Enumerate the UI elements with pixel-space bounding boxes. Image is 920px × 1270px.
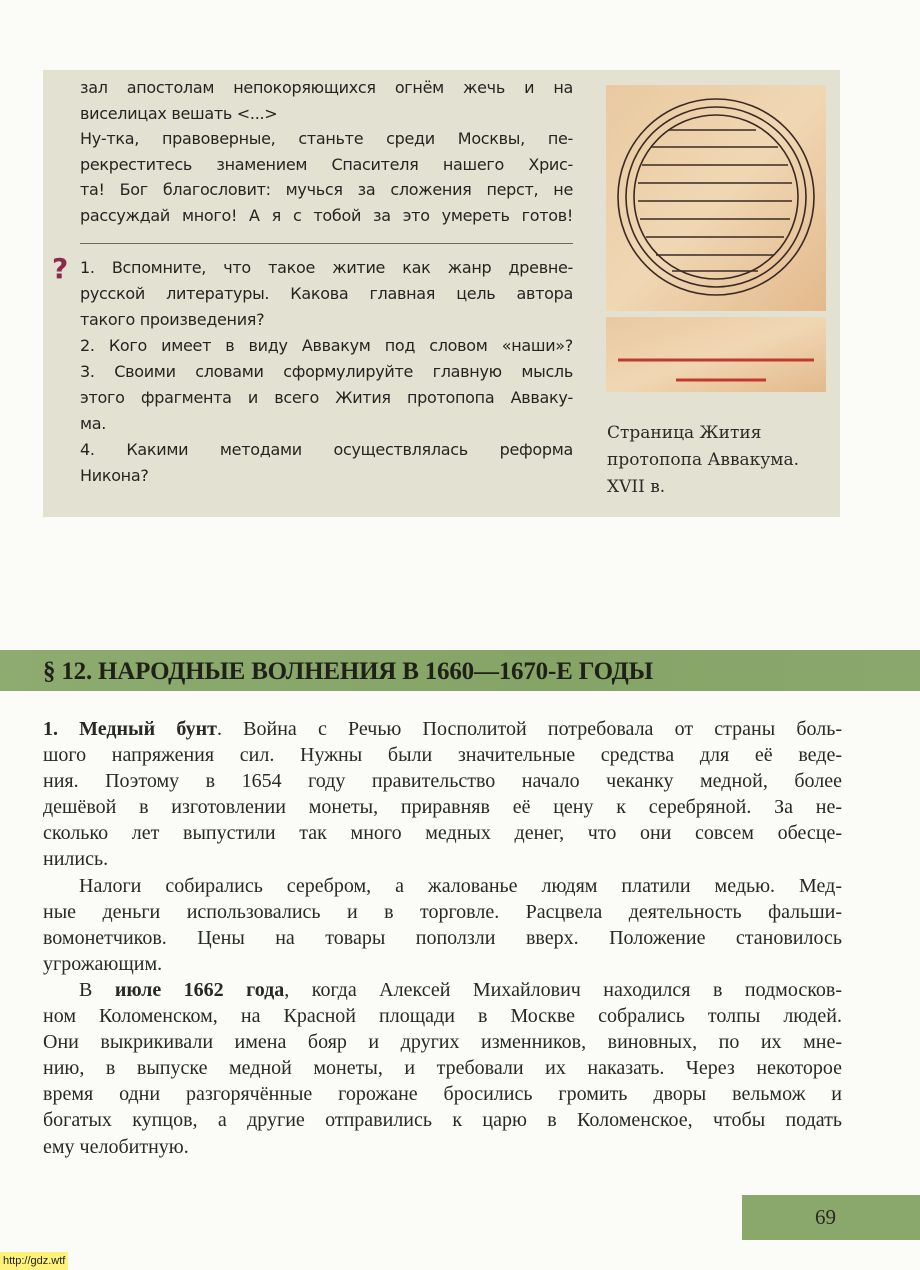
questions-list — [80, 255, 573, 489]
paragraph-line: шого напряжения сил. Нужны были значительные средства для её веде- — [43, 744, 842, 767]
paragraph-line: ния. Поэтому в 1654 году правительство начало чеканку медной, более — [43, 770, 842, 793]
question-line: 3. Своими словами сформулируйте главную мысль — [80, 362, 573, 381]
text-span: , когда Алексей Михайлович находился в подмосков- — [284, 978, 843, 1001]
watermark-link[interactable]: http://gdz.wtf — [0, 1252, 68, 1270]
paragraph-line — [43, 716, 842, 742]
paragraph-line: Налоги собирались серебром, а жалованье людям платили медью. Мед- — [79, 874, 842, 897]
paragraph-line: нились. — [43, 848, 109, 871]
question-line: русской литературы. Какова главная цель автора — [80, 284, 573, 303]
divider — [80, 243, 573, 244]
paragraph-line: сколько лет выпустили так много медных денег, что они совсем обесце- — [43, 822, 842, 845]
question-line: ма. — [80, 414, 107, 433]
question-line: этого фрагмента и всего Жития протопопа Авваку- — [80, 388, 573, 407]
paragraph-line: нию, в выпуске медной монеты, и требовали их наказать. Через некоторое — [43, 1057, 842, 1080]
caption-line: протопопа Аввакума. — [607, 450, 800, 470]
question-mark-icon: ? — [52, 252, 69, 285]
paragraph-line: ном Коломенском, на Красной площади в Москве собрались толпы людей. — [43, 1005, 842, 1028]
subheading: 1. Медный бунт — [43, 718, 217, 740]
paragraph-line: вомонетчиков. Цены на товары поползли вверх. Положение становилось — [43, 926, 842, 949]
paragraph-line: угрожающим. — [43, 952, 163, 975]
question-line: 1. Вспомните, что такое житие как жанр древне- — [80, 258, 573, 277]
question-line: 4. Какими методами осуществлялась реформа — [80, 440, 573, 459]
text-span: . Война с Речью Посполитой потребовала от страны боль- — [216, 718, 843, 740]
quote-line: зал апостолам непокоряющихся огнём жечь и на — [80, 78, 573, 97]
caption-line: XVII в. — [607, 477, 666, 497]
paragraph-line: богатых купцов, а другие отправились к царю в Коломенское, чтобы подать — [43, 1109, 842, 1132]
figure-caption — [607, 420, 799, 501]
quote-line: рекреститесь знамением Спасителя нашего Хрис- — [80, 154, 573, 174]
question-line: такого произведения? — [80, 310, 265, 329]
section-title: § 12. НАРОДНЫЕ ВОЛНЕНИЯ В 1660—1670-Е ГОДЫ — [43, 658, 654, 685]
question-line: Никона? — [80, 466, 149, 485]
quote-line: та! Бог благословит: мучься за сложения перст, не — [80, 180, 573, 199]
caption-line: Страница Жития — [607, 423, 762, 443]
page-number: 69 — [815, 1205, 836, 1229]
paragraph-line: дешёвой в изготовлении монеты, приравняв её цену к серебряной. За не- — [43, 796, 842, 819]
quote-line: рассуждай много! А я с тобой за это умереть готов! — [80, 205, 573, 225]
text-span: В — [79, 978, 115, 1001]
body-text — [43, 716, 842, 1160]
quote-line: Ну-тка, правоверные, станьте среди Москвы, пе- — [80, 129, 573, 148]
question-line: 2. Кого имеет в виду Аввакум под словом «наши»? — [80, 336, 573, 355]
paragraph-line: Они выкрикивали имена бояр и других изменников, виновных, по их мне- — [43, 1031, 842, 1054]
paragraph-line: ему челобитную. — [43, 1135, 189, 1158]
paragraph-line: ные деньги использовались и в торговле. Расцвела деятельность фальши- — [43, 900, 842, 923]
paragraph-line: время одни разгорячённые горожане бросились громить дворы вельмож и — [43, 1083, 842, 1106]
manuscript-page-image — [606, 85, 826, 392]
source-quote — [80, 75, 573, 228]
quote-line: виселицах вешать <...> — [80, 103, 278, 123]
date-emphasis: июле 1662 года — [114, 978, 285, 1001]
paragraph-line — [43, 977, 842, 1003]
